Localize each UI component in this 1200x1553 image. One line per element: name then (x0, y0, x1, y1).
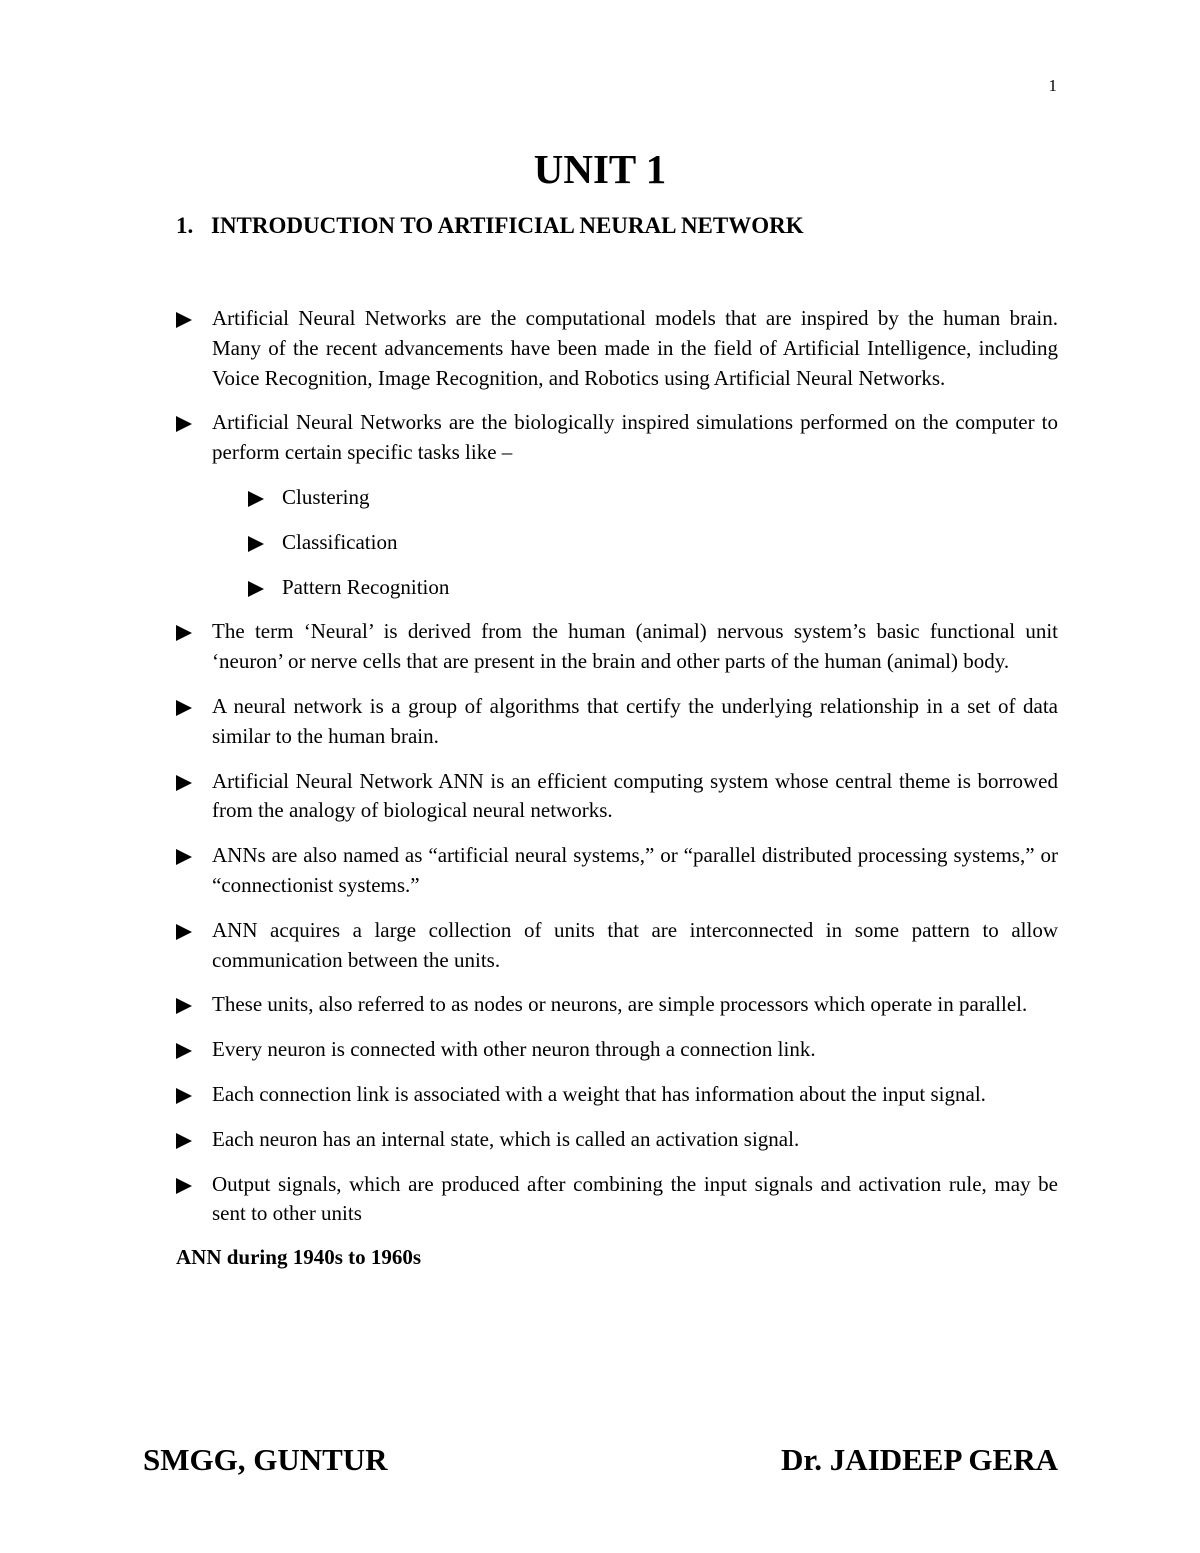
unit-title: UNIT 1 (533, 146, 667, 192)
arrow-bullet-icon (176, 625, 192, 641)
footer-institution: SMGG, GUNTUR (143, 1442, 388, 1477)
list-item-text: A neural network is a group of algorithms that certify the underlying relationship in a set of data similar to the human brain. (212, 693, 1058, 748)
arrow-bullet-icon (176, 700, 192, 716)
footer-author: Dr. JAIDEEP GERA (780, 1442, 1058, 1477)
list-item-text: Each connection link is associated with a weight that has information about the input signal. (212, 1081, 986, 1106)
section-number: 1. (176, 213, 194, 238)
section-heading (176, 211, 804, 241)
arrow-bullet-icon (176, 1043, 192, 1059)
arrow-bullet-icon (176, 312, 192, 328)
arrow-bullet-icon (176, 1088, 192, 1104)
arrow-bullet-icon (176, 416, 192, 432)
list-item (176, 767, 1058, 827)
sub-list-item-text: Clustering (282, 484, 370, 509)
list-item (176, 1125, 1058, 1155)
sub-list-item-text: Pattern Recognition (282, 574, 450, 599)
list-item (176, 692, 1058, 752)
sub-list-item (248, 573, 1058, 603)
list-item (176, 990, 1058, 1020)
list-item-text: These units, also referred to as nodes or neurons, are simple processors which operate in parallel. (212, 992, 1028, 1017)
list-item-text: ANN acquires a large collection of units that are interconnected in some pattern to allow communication between the units. (212, 917, 1058, 972)
sub-list-item (248, 528, 1058, 558)
list-item-text: The term ‘Neural’ is derived from the human (animal) nervous system’s basic functional unit ‘neuron’ or nerve cells that are present in the brain and other parts of the human (animal) body. (212, 619, 1058, 674)
list-item-text: Artificial Neural Networks are the biologically inspired simulations performed on the computer to perform certain specific tasks like – (212, 410, 1058, 465)
list-item (176, 916, 1058, 976)
list-item-text: ANNs are also named as “artificial neural systems,” or “parallel distributed processing systems,” or “connectionist systems.” (212, 843, 1058, 897)
arrow-bullet-icon (176, 924, 192, 940)
list-item-text: Every neuron is connected with other neuron through a connection link. (212, 1037, 816, 1062)
arrow-bullet-icon (248, 491, 264, 507)
list-item (176, 1035, 1058, 1065)
sub-list-item-text: Classification (282, 529, 398, 554)
sub-list-item (248, 483, 1058, 513)
arrow-bullet-icon (176, 1178, 192, 1194)
bullet-list (176, 304, 1058, 1272)
list-item (176, 304, 1058, 393)
arrow-bullet-icon (248, 536, 264, 552)
list-item (176, 408, 1058, 468)
list-item-text: Artificial Neural Network ANN is an efficient computing system whose central theme is borrowed from the analogy of biological neural networks. (212, 768, 1058, 823)
list-item-text: Output signals, which are produced after combining the input signals and activation rule, may be sent to other units (212, 1171, 1058, 1226)
list-item (176, 1080, 1058, 1110)
list-item (176, 841, 1058, 901)
list-item (176, 617, 1058, 677)
page-number: 1 (1048, 76, 1057, 95)
subheading: ANN during 1940s to 1960s (176, 1245, 422, 1270)
arrow-bullet-icon (176, 849, 192, 865)
arrow-bullet-icon (248, 581, 264, 597)
section-title: INTRODUCTION TO ARTIFICIAL NEURAL NETWORK (211, 213, 804, 238)
list-item (176, 1170, 1058, 1230)
arrow-bullet-icon (176, 998, 192, 1014)
arrow-bullet-icon (176, 775, 192, 791)
arrow-bullet-icon (176, 1133, 192, 1149)
list-item-text: Each neuron has an internal state, which is called an activation signal. (212, 1126, 800, 1151)
list-item-text: Artificial Neural Networks are the computational models that are inspired by the human brain. Many of the recent advancements have been made in the field of Artificial Intelligence, including Voice Recognition, Image Recognition, and Robotics using Artificial Neural Networks. (212, 306, 1058, 390)
